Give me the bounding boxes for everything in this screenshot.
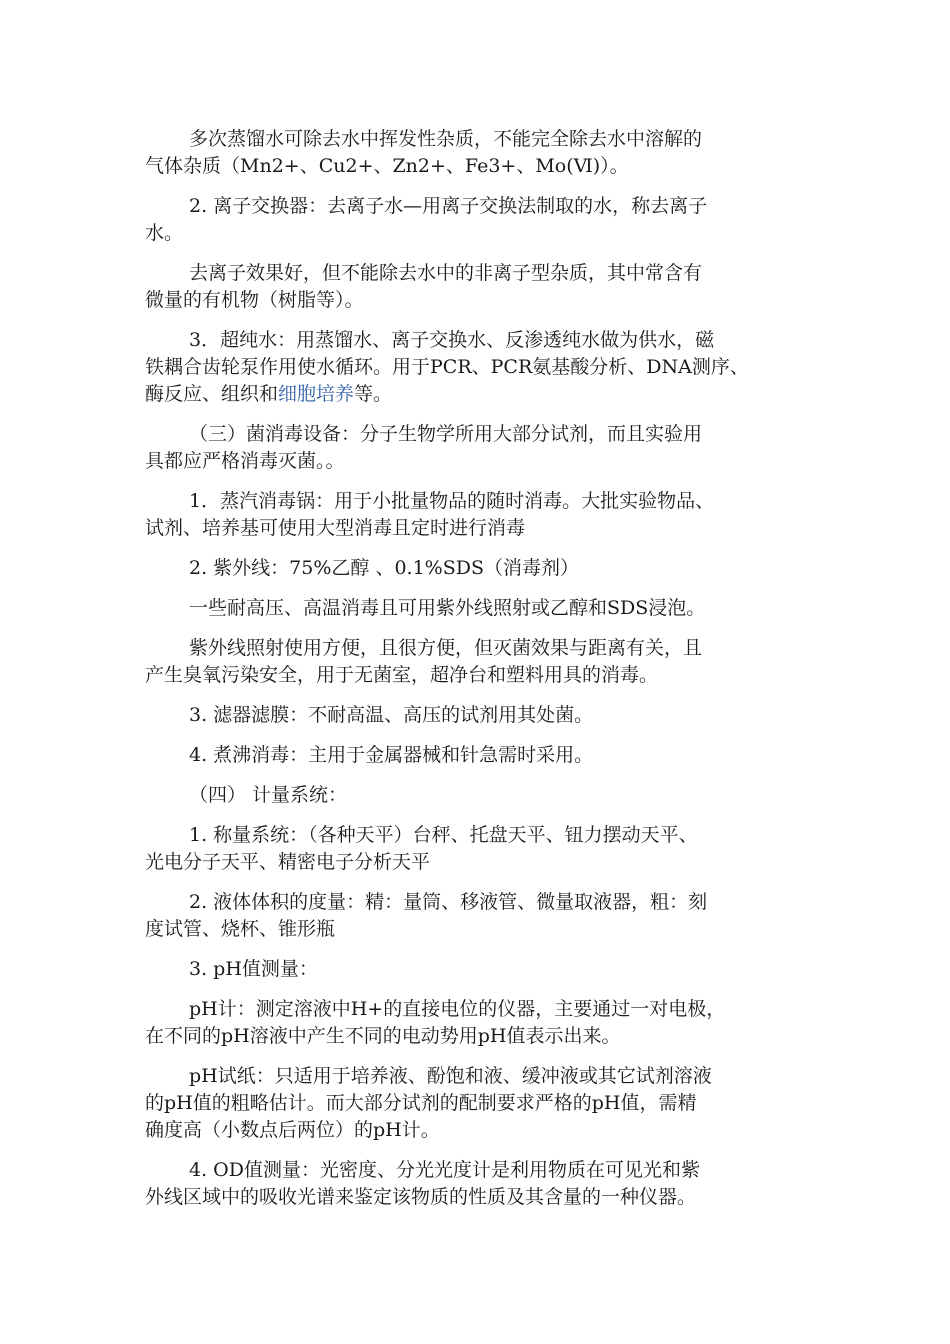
paragraph-filter-membrane — [145, 702, 805, 729]
text-line: 在不同的pH溶液中产生不同的电动势用pH值表示出来。 — [145, 1025, 621, 1047]
text-line: 3. pH值测量： — [189, 958, 318, 980]
text-line: 1．蒸汽消毒锅：用于小批量物品的随时消毒。大批实验物品、 — [189, 490, 715, 512]
text-line: 2. 离子交换器：去离子水—用离子交换法制取的水，称去离子 — [189, 195, 708, 217]
text-line: 4. OD值测量：光密度、分光光度计是利用物质在可见光和紫 — [189, 1159, 700, 1181]
text-line: 去离子效果好，但不能除去水中的非离子型杂质，其中常含有 — [189, 262, 703, 284]
text-line: pH试纸：只适用于培养液、酚饱和液、缓冲液或其它试剂溶液 — [189, 1065, 712, 1087]
paragraph-weighing — [145, 822, 805, 876]
heading-measurement-system — [145, 782, 805, 809]
text-line: 一些耐高压、高温消毒且可用紫外线照射或乙醇和SDS浸泡。 — [189, 597, 706, 619]
text-line: 2. 液体体积的度量：精：量筒、移液管、微量取液器，粗：刻 — [189, 891, 708, 913]
text-line: 4. 煮沸消毒：主用于金属器械和针急需时采用。 — [189, 744, 594, 766]
text-line: 确度高（小数点后两位）的pH计。 — [145, 1119, 440, 1141]
text-line: 的pH值的粗略估计。而大部分试剂的配制要求严格的pH值，需精 — [145, 1092, 697, 1114]
document-body — [145, 126, 805, 1224]
text-line: 铁耦合齿轮泵作用使水循环。用于PCR、PCR氨基酸分析、DNA测序、 — [145, 356, 749, 378]
text-line: （四） 计量系统： — [189, 784, 348, 806]
text-segment: 酶反应、组织和 — [145, 383, 279, 405]
paragraph-ultrapure-water — [145, 327, 805, 408]
text-line: pH计：测定溶液中H+的直接电位的仪器，主要通过一对电极， — [189, 998, 726, 1020]
paragraph-boiling — [145, 742, 805, 769]
text-line: 产生臭氧污染安全，用于无菌室，超净台和塑料用具的消毒。 — [145, 664, 659, 686]
paragraph-steam-sterilizer — [145, 488, 805, 542]
text-line: 2. 紫外线：75%乙醇 、0.1%SDS（消毒剂） — [189, 557, 579, 579]
text-line: 试剂、培养基可使用大型消毒且定时进行消毒 — [145, 517, 526, 539]
text-line: 度试管、烧杯、锥形瓶 — [145, 918, 336, 940]
paragraph-ultraviolet — [145, 555, 805, 582]
paragraph-ph-measurement — [145, 956, 805, 983]
text-line: 气体杂质（Mn2+、Cu2+、Zn2+、Fe3+、Mo(Ⅵ)）。 — [145, 155, 629, 177]
paragraph-liquid-volume — [145, 889, 805, 943]
paragraph-uv-soak — [145, 595, 805, 622]
paragraph-ph-meter — [145, 996, 805, 1050]
text-line: 外线区域中的吸收光谱来鉴定该物质的性质及其含量的一种仪器。 — [145, 1186, 697, 1208]
paragraph-ion-exchanger — [145, 193, 805, 247]
text-line: 1. 称量系统：（各种天平）台秤、托盘天平、钮力摆动天平、 — [189, 824, 698, 846]
text-line: 水。 — [145, 222, 184, 244]
text-line: 3．超纯水：用蒸馏水、离子交换水、反渗透纯水做为供水，磁 — [189, 329, 715, 351]
text-segment: 等。 — [354, 383, 393, 405]
text-line: （三）菌消毒设备：分子生物学所用大部分试剂，而且实验用 — [189, 423, 703, 445]
text-line: 紫外线照射使用方便，且很方便，但灭菌效果与距离有关，且 — [189, 637, 703, 659]
text-line: 多次蒸馏水可除去水中挥发性杂质，不能完全除去水中溶解的 — [189, 128, 703, 150]
text-line — [145, 381, 805, 408]
paragraph-ph-paper — [145, 1063, 805, 1144]
cell-culture-link[interactable]: 细胞培养 — [278, 383, 355, 405]
paragraph-sterilization-equipment — [145, 421, 805, 475]
text-line: 3. 滤器滤膜：不耐高温、高压的试剂用其处菌。 — [189, 704, 594, 726]
paragraph-od-measurement — [145, 1157, 805, 1211]
text-line: 光电分子天平、精密电子分析天平 — [145, 851, 431, 873]
paragraph-uv-usage — [145, 635, 805, 689]
text-line: 具都应严格消毒灭菌。。 — [145, 450, 345, 472]
paragraph-distilled-water — [145, 126, 805, 180]
paragraph-deionization-effect — [145, 260, 805, 314]
text-line: 微量的有机物（树脂等）。 — [145, 289, 364, 311]
